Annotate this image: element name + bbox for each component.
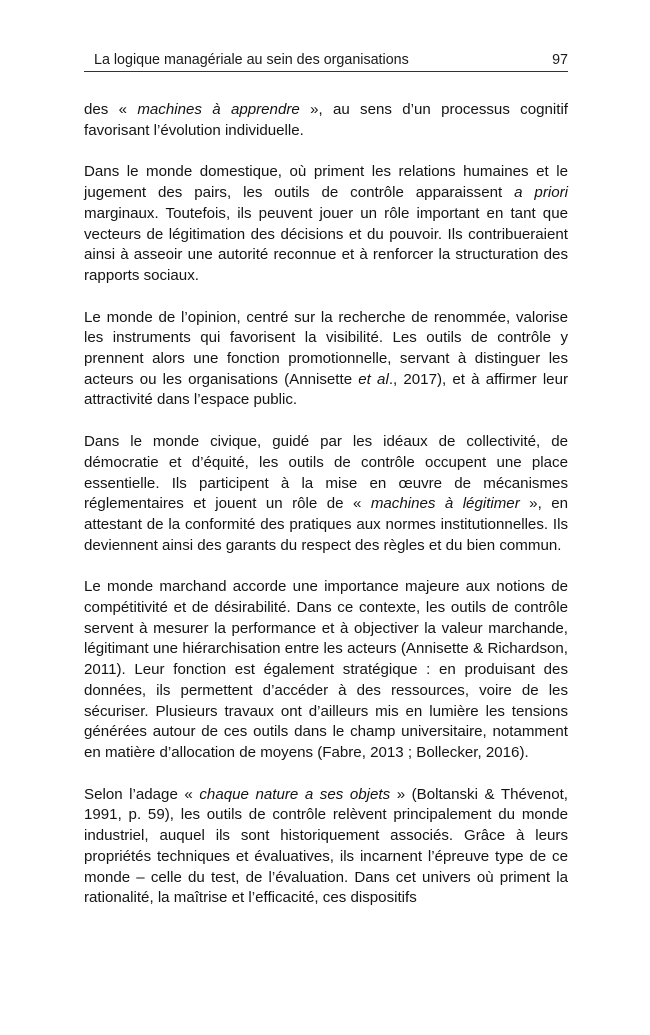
paragraph-5: Le monde marchand accorde une importance majeure aux notions de compétitivité et de désirabilité. Dans ce contexte, les outils de contrôle servent à mesurer la performance et à objectiver la valeur marchande, légitimant une hiérarchisation entre les acteurs (Annisette & Richardson, 2011). Leur fonction est également stratégique : en produisant des données, ils permettent d’accéder à des ressources, voire de les sécuriser. Plusieurs travaux ont d’ailleurs mis en lumière les tensions générées autour de ces outils dans le champ universitaire, notamment en matière d’allocation de moyens (Fabre, 2013 ; Bollecker, 2016).	[84, 578, 568, 761]
paragraph-1: des « machines à apprendre », au sens d’un processus cognitif favorisant l’évolution individuelle.	[84, 101, 568, 139]
emphasis: chaque nature a ses objets	[199, 785, 391, 803]
emphasis: machines à apprendre	[137, 101, 300, 118]
paragraph-6: Selon l’adage « chaque nature a ses objets » (Boltanski & Thévenot, 1991, p. 59), les outils de contrôle relèvent principalement du monde industriel, auquel ils sont historiquement associés. Grâce à leurs propriétés techniques et évaluatives, ils incarnent l’épreuve type de ce monde – celle du test, de l’évaluation. Dans cet univers où priment la rationalité, la maîtrise et l’efficacité, ces dispositifs	[84, 785, 568, 907]
paragraph-4: Dans le monde civique, guidé par les idéaux de collectivité, de démocratie et d’équité, les outils de contrôle occupent une place essentielle. Ils participent à la mise en œuvre de mécanismes réglementaires et jouent un rôle de « machines à légitimer », en attestant de la conformité des pratiques aux normes institutionnelles. Ils deviennent ainsi des garants du respect des règles et du bien commun.	[84, 433, 569, 554]
body-text	[84, 100, 568, 930]
emphasis: machines à légitimer	[370, 495, 520, 513]
running-header	[84, 50, 568, 72]
page-number: 97	[552, 52, 568, 68]
running-title: La logique managériale au sein des organisations	[94, 52, 409, 68]
paragraph-2: Dans le monde domestique, où priment les relations humaines et le jugement des pairs, les outils de contrôle apparaissent a priori marginaux. Toutefois, ils peuvent jouer un rôle important en tant que vecteurs de légitimation des décisions et du pouvoir. Ils contribueraient ainsi à asseoir une autorité reconnue et à renforcer la structuration des rapports sociaux.	[84, 163, 568, 284]
emphasis: a priori	[514, 184, 568, 202]
emphasis: et al	[358, 370, 389, 388]
paragraph-3: Le monde de l’opinion, centré sur la recherche de renommée, valorise les instruments qui favorisent la visibilité. Les outils de contrôle y prennent alors une fonction promotionnelle, servant à distinguer les acteurs ou les organisations (Annisette et al., 2017), et à affirmer leur attractivité dans l’espace public.	[84, 308, 568, 409]
